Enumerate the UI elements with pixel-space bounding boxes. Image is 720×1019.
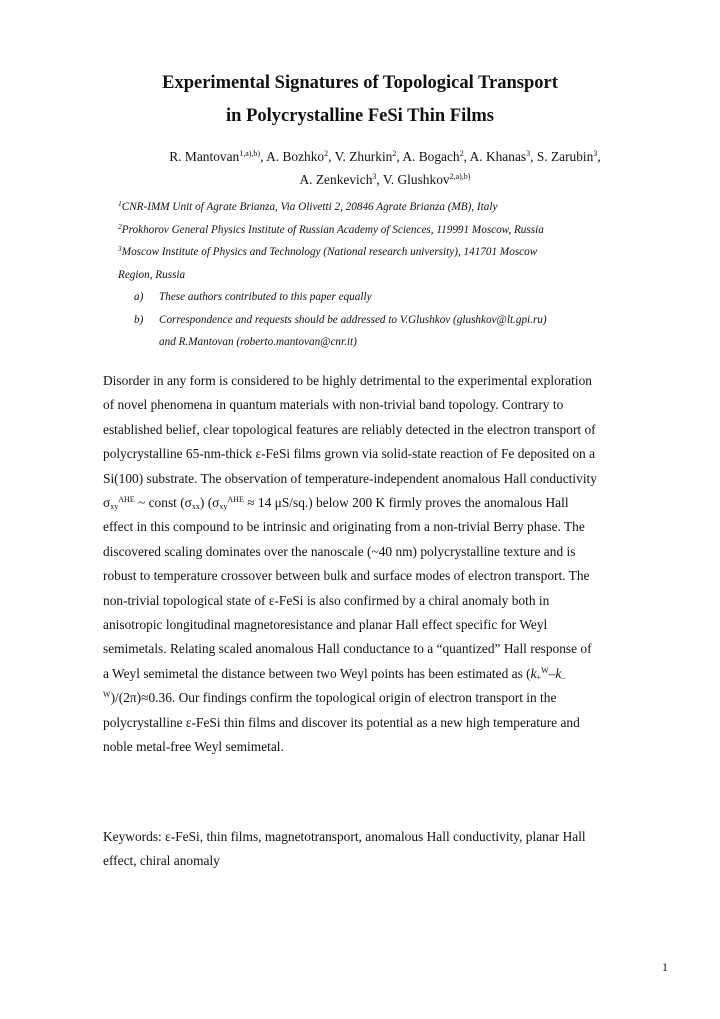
note-text: [159, 309, 674, 354]
formula-superscript: AHE: [118, 495, 135, 505]
abstract-line: polycrystalline 65-nm-thick ε-FeSi films grown via solid-state reaction of Fe deposited on a: [103, 446, 596, 462]
note-text: These authors contributed to this paper equally: [159, 291, 372, 303]
formula-variable: k: [530, 665, 537, 681]
abstract-line: effect in this compound to be intrinsic and originating from a non-trivial Berry phase. The: [103, 519, 585, 535]
formula-superscript: AHE: [227, 495, 244, 505]
abstract-line: Disorder in any form is considered to be highly detrimental to the experimental exploration: [103, 373, 592, 388]
formula-subscript: xy: [219, 502, 228, 512]
author-name: V. Glushkov: [382, 172, 450, 187]
abstract-line: of novel phenomena in quantum materials with non-trivial band topology. Contrary to: [103, 397, 564, 413]
author-affiliation-mark: 2,a),b): [449, 172, 471, 181]
note-marker: a): [134, 291, 144, 303]
note-a: [134, 286, 674, 309]
title-line-1: Experimental Signatures of Topological Transport: [162, 73, 558, 93]
abstract-body: [103, 369, 667, 760]
affiliation-1: [118, 196, 658, 219]
affiliation-2: [118, 219, 658, 242]
formula-sigma: σ: [103, 495, 111, 511]
author-affiliation-mark: 3: [593, 149, 598, 158]
author-name: A. Bogach: [402, 149, 460, 164]
note-text-line-2: and R.Mantovan (roberto.mantovan@cnr.it): [159, 336, 357, 349]
note-b: [134, 309, 674, 354]
title-line-2: in Polycrystalline FeSi Thin Films: [226, 106, 494, 126]
formula-text: a Weyl semimetal the distance between two Weyl points has been estimated as (: [103, 665, 531, 681]
abstract-line: polycrystalline ε-FeSi thin films and discover its potential as a new high temperature and: [103, 714, 580, 730]
formula-subscript: +: [536, 672, 542, 682]
formula-subscript: xy: [110, 502, 119, 512]
author-affiliation-mark: 1,a),b): [239, 149, 261, 158]
keywords: [103, 825, 667, 874]
affiliation-number: 2: [118, 221, 122, 231]
author-affiliation-mark: 2: [392, 149, 397, 158]
affiliation-text: Prokhorov General Physics Institute of Russian Academy of Sciences, 119991 Moscow, Russia: [121, 223, 544, 236]
formula-superscript: W: [103, 690, 111, 700]
author-name: S. Zarubin: [536, 149, 594, 164]
author-affiliation-mark: 3: [526, 149, 531, 158]
affiliation-number: 3: [118, 244, 122, 254]
note-text-line-1: Correspondence and requests should be addressed to V.Glushkov (glushkov@lt.gpi.ru): [159, 313, 547, 326]
abstract-line: non-trivial topological state of ε-FeSi is also confirmed by a chiral anomaly both in: [103, 592, 550, 608]
formula-subscript: xx: [191, 502, 200, 512]
abstract-line: anisotropic longitudinal magnetoresistance and planar Hall effect specific for Weyl: [103, 617, 548, 633]
abstract-line: semimetals. Relating scaled anomalous Hall conductance to a “quantized” Hall response of: [103, 641, 592, 657]
formula-variable: k: [555, 665, 562, 681]
abstract-line-formula: [103, 491, 667, 515]
affiliation-text: Moscow Institute of Physics and Technology (National research university), 141701 Moscow: [121, 246, 538, 259]
formula-superscript: W: [541, 665, 549, 675]
keywords-line-2: effect, chiral anomaly: [103, 853, 220, 869]
affiliation-list: [118, 196, 658, 286]
author-affiliation-mark: 2: [324, 149, 329, 158]
author-affiliation-mark: 2: [459, 149, 464, 158]
author-notes: [134, 286, 674, 354]
author-name: R. Mantovan: [169, 149, 240, 164]
affiliation-3: [118, 241, 658, 264]
abstract-line: Si(100) substrate. The observation of temperature-independent anomalous Hall conductivity: [103, 470, 597, 486]
formula-text: ~ const (σ: [134, 495, 192, 511]
abstract-line: noble metal-free Weyl semimetal.: [103, 739, 284, 755]
author-name: V. Zhurkin: [334, 149, 393, 164]
abstract-line-formula: [103, 686, 667, 710]
note-marker: b): [134, 313, 144, 326]
formula-text: –: [548, 665, 556, 681]
author-name: A. Khanas: [469, 149, 527, 164]
author-line-2: A. Zenkevich$^3$, V. Glushkov$^{2,a),b)}$: [299, 172, 471, 187]
author-name: A. Zenkevich: [299, 172, 373, 187]
formula-subscript: –: [561, 672, 566, 682]
affiliation-text: CNR-IMM Unit of Agrate Brianza, Via Olivetti 2, 20846 Agrate Brianza (MB), Italy: [121, 201, 498, 213]
abstract-line: robust to temperature crossover between bulk and surface modes of electron transport. The: [103, 568, 590, 584]
page-number: 1: [662, 960, 668, 974]
keywords-line-1: Keywords: ε-FeSi, thin films, magnetotransport, anomalous Hall conductivity, planar Hall: [103, 829, 586, 844]
affiliation-3-continued: Region, Russia: [118, 268, 186, 281]
author-affiliation-mark: 3: [372, 172, 377, 181]
abstract-line: discovered scaling dominates over the nanoscale (~40 nm) polycrystalline texture and is: [103, 543, 576, 559]
author-line-1: R. Mantovan$^{1,a),b)}$, A. Bozhko$^2$, V. Zhurkin$^2$, A. Bogach$^2$, A. Khanas$^3$, S. Zarubin$^3$,: [169, 149, 601, 164]
abstract-line-formula: [103, 662, 667, 686]
formula-text: ) (σ: [199, 495, 220, 511]
formula-text: )/(2π)≈0.36. Our findings confirm the topological origin of electron transport in the: [110, 690, 557, 706]
author-name: A. Bozhko: [266, 149, 325, 164]
affiliation-number: 1: [118, 199, 122, 208]
formula-text: ≈ 14 μS/sq.) below 200 K firmly proves the anomalous Hall: [243, 495, 569, 511]
paper-title: [0, 67, 720, 133]
abstract-line: established belief, clear topological features are reliably detected in the electron transport of: [103, 421, 596, 437]
author-list: [0, 145, 720, 191]
